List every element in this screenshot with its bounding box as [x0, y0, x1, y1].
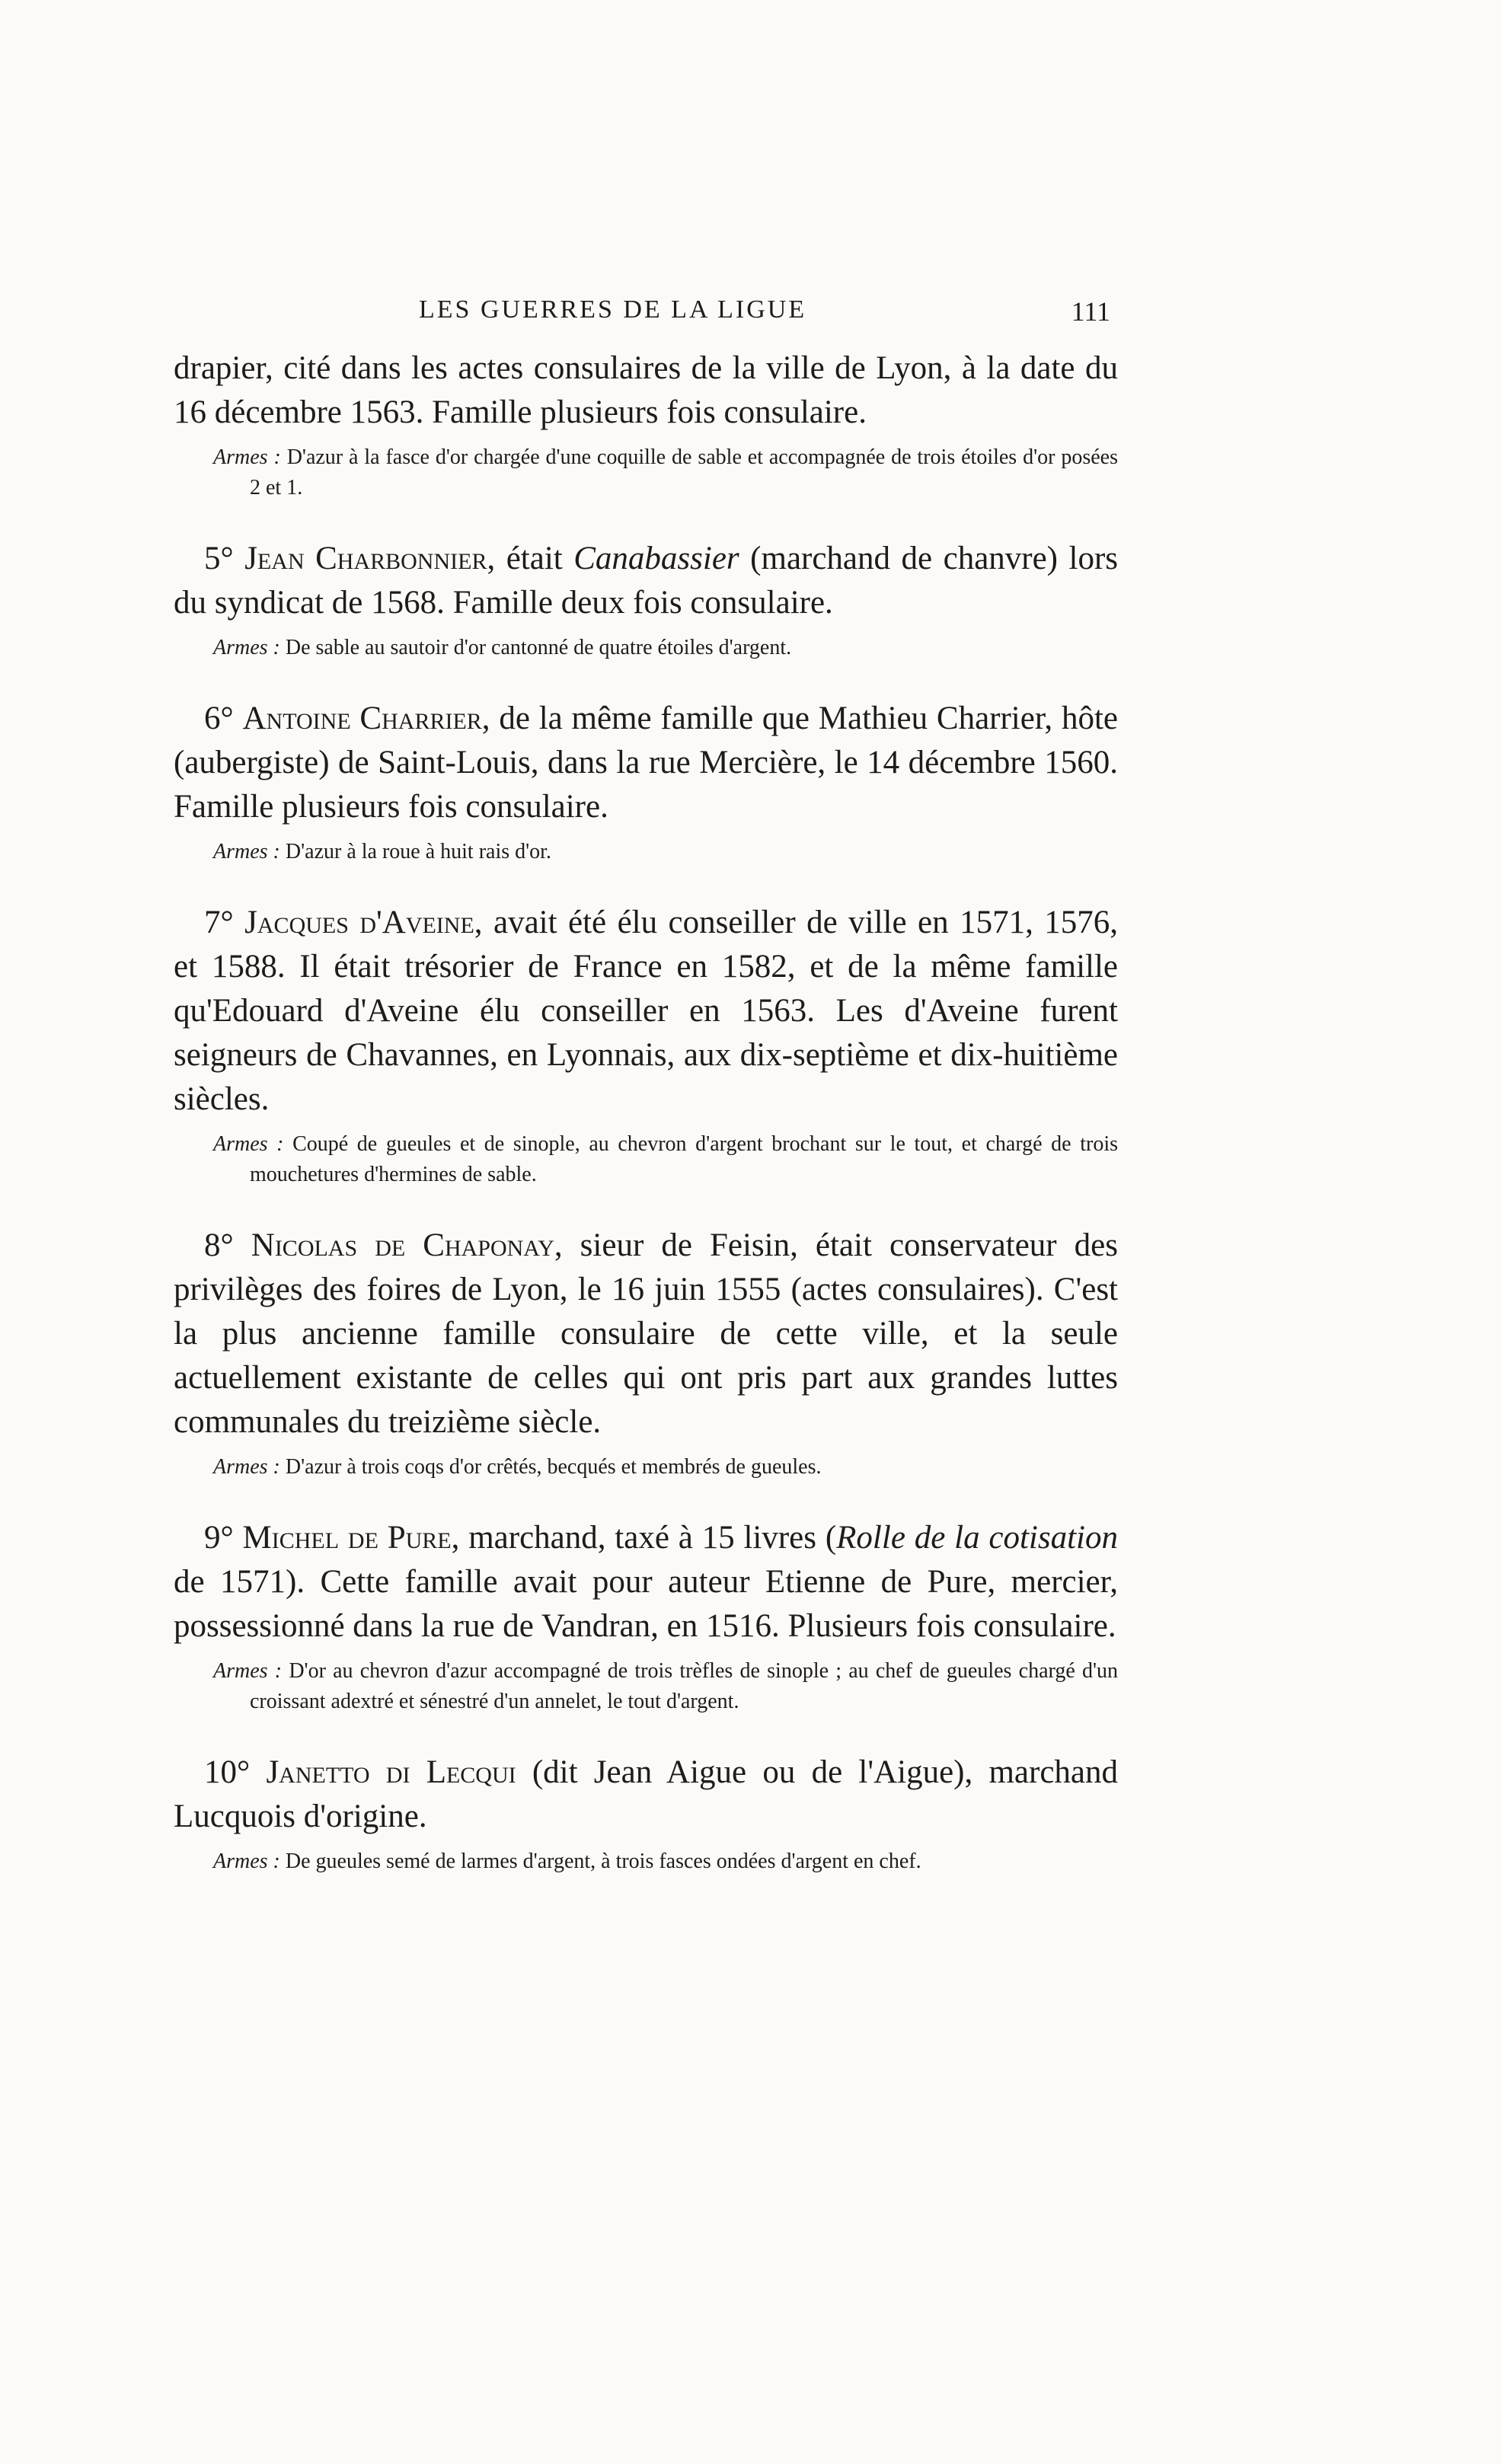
entry-text: 7° Jacques d'Aveine, avait été élu conseiller de ville en 1571, 1576, et 1588. Il était trésorier de France en 1582, et de la même famille qu'Edouard d'Aveine élu conseiller en 1563. Les d'Aveine furent seigneurs de Chavannes, en Lyonnais, aux dix-septième et dix-huitième siècles. — [174, 905, 1119, 1117]
entry-number: 7° — [204, 905, 234, 940]
person-name: Jacques d'Aveine — [244, 905, 474, 940]
arms-note: Armes : De sable au sautoir d'or cantonné de quatre étoiles d'argent. — [213, 636, 792, 659]
entry-text: 9° Michel de Pure, marchand, taxé à 15 livres (Rolle de la cotisation de 1571). Cette famille avait pour auteur Etienne de Pure, mercier, possessionné dans la rue de Vandran, en 1516. Plusieurs fois consulaire. — [174, 1520, 1119, 1644]
entry-6 — [174, 697, 1118, 867]
entry-text: 8° Nicolas de Chaponay, sieur de Feisin, était conservateur des privilèges des foires de Lyon, le 16 juin 1555 (actes consulaires). C'est la plus ancienne famille consulaire de cette ville, et la seule actuellement existante de celles qui ont pris part aux grandes luttes communales du treizième siècle. — [174, 1227, 1118, 1440]
person-name: Michel de Pure — [242, 1520, 452, 1556]
entry-text: 6° Antoine Charrier, de la même famille que Mathieu Charrier, hôte (aubergiste) de Saint-Louis, dans la rue Mercière, le 14 décembre 1560. Famille plusieurs fois consulaire. — [174, 701, 1118, 825]
entry-5 — [174, 537, 1118, 663]
person-name: Jean Charbonnier — [244, 541, 487, 576]
entry-8 — [174, 1224, 1118, 1483]
entry-10 — [174, 1751, 1118, 1877]
entry-9 — [174, 1516, 1118, 1717]
page-number: 111 — [1071, 296, 1110, 327]
arms-note: Armes : Coupé de gueules et de sinople, au chevron d'argent brochant sur le tout, et chargé de trois mouchetures d'hermines de sable. — [213, 1132, 1118, 1186]
entry-number: 10° — [204, 1754, 251, 1790]
running-head: LES GUERRES DE LA LIGUE — [419, 295, 807, 324]
entry-number: 5° — [204, 541, 234, 576]
arms-note: Armes : D'or au chevron d'azur accompagné de trois trèfles de sinople ; au chef de gueules chargé d'un croissant adextré et sénestré d'un annelet, le tout d'argent. — [213, 1659, 1119, 1713]
person-name: Janetto di Lecqui — [266, 1754, 516, 1790]
person-name: Antoine Charrier — [242, 701, 482, 736]
entry-number: 6° — [204, 701, 234, 736]
arms-note: Armes : D'azur à trois coqs d'or crêtés, becqués et membrés de gueules. — [213, 1455, 822, 1479]
page-header — [174, 295, 1110, 341]
arms-note: Armes : De gueules semé de larmes d'argent, à trois fasces ondées d'argent en chef. — [213, 1850, 921, 1873]
entry-text: 10° Janetto di Lecqui (dit Jean Aigue ou de l'Aigue), marchand Lucquois d'origine. — [174, 1754, 1119, 1834]
entry-text: drapier, cité dans les actes consulaires de la ville de Lyon, à la date du 16 décembre 1563. Famille plusieurs fois consulaire. — [174, 350, 1118, 430]
entry-number: 9° — [204, 1520, 234, 1556]
entry-7 — [174, 901, 1118, 1190]
entry-4-continuation — [174, 346, 1118, 503]
arms-note: Armes : D'azur à la roue à huit rais d'or. — [213, 840, 551, 863]
person-name: Nicolas de Chaponay — [251, 1227, 554, 1263]
arms-note: Armes : D'azur à la fasce d'or chargée d'une coquille de sable et accompagnée de trois étoiles d'or posées 2 et 1. — [213, 445, 1119, 500]
entry-text: 5° Jean Charbonnier, était Canabassier (marchand de chanvre) lors du syndicat de 1568. Famille deux fois consulaire. — [174, 541, 1119, 621]
entry-number: 8° — [204, 1227, 234, 1263]
body-text — [174, 346, 1118, 1877]
